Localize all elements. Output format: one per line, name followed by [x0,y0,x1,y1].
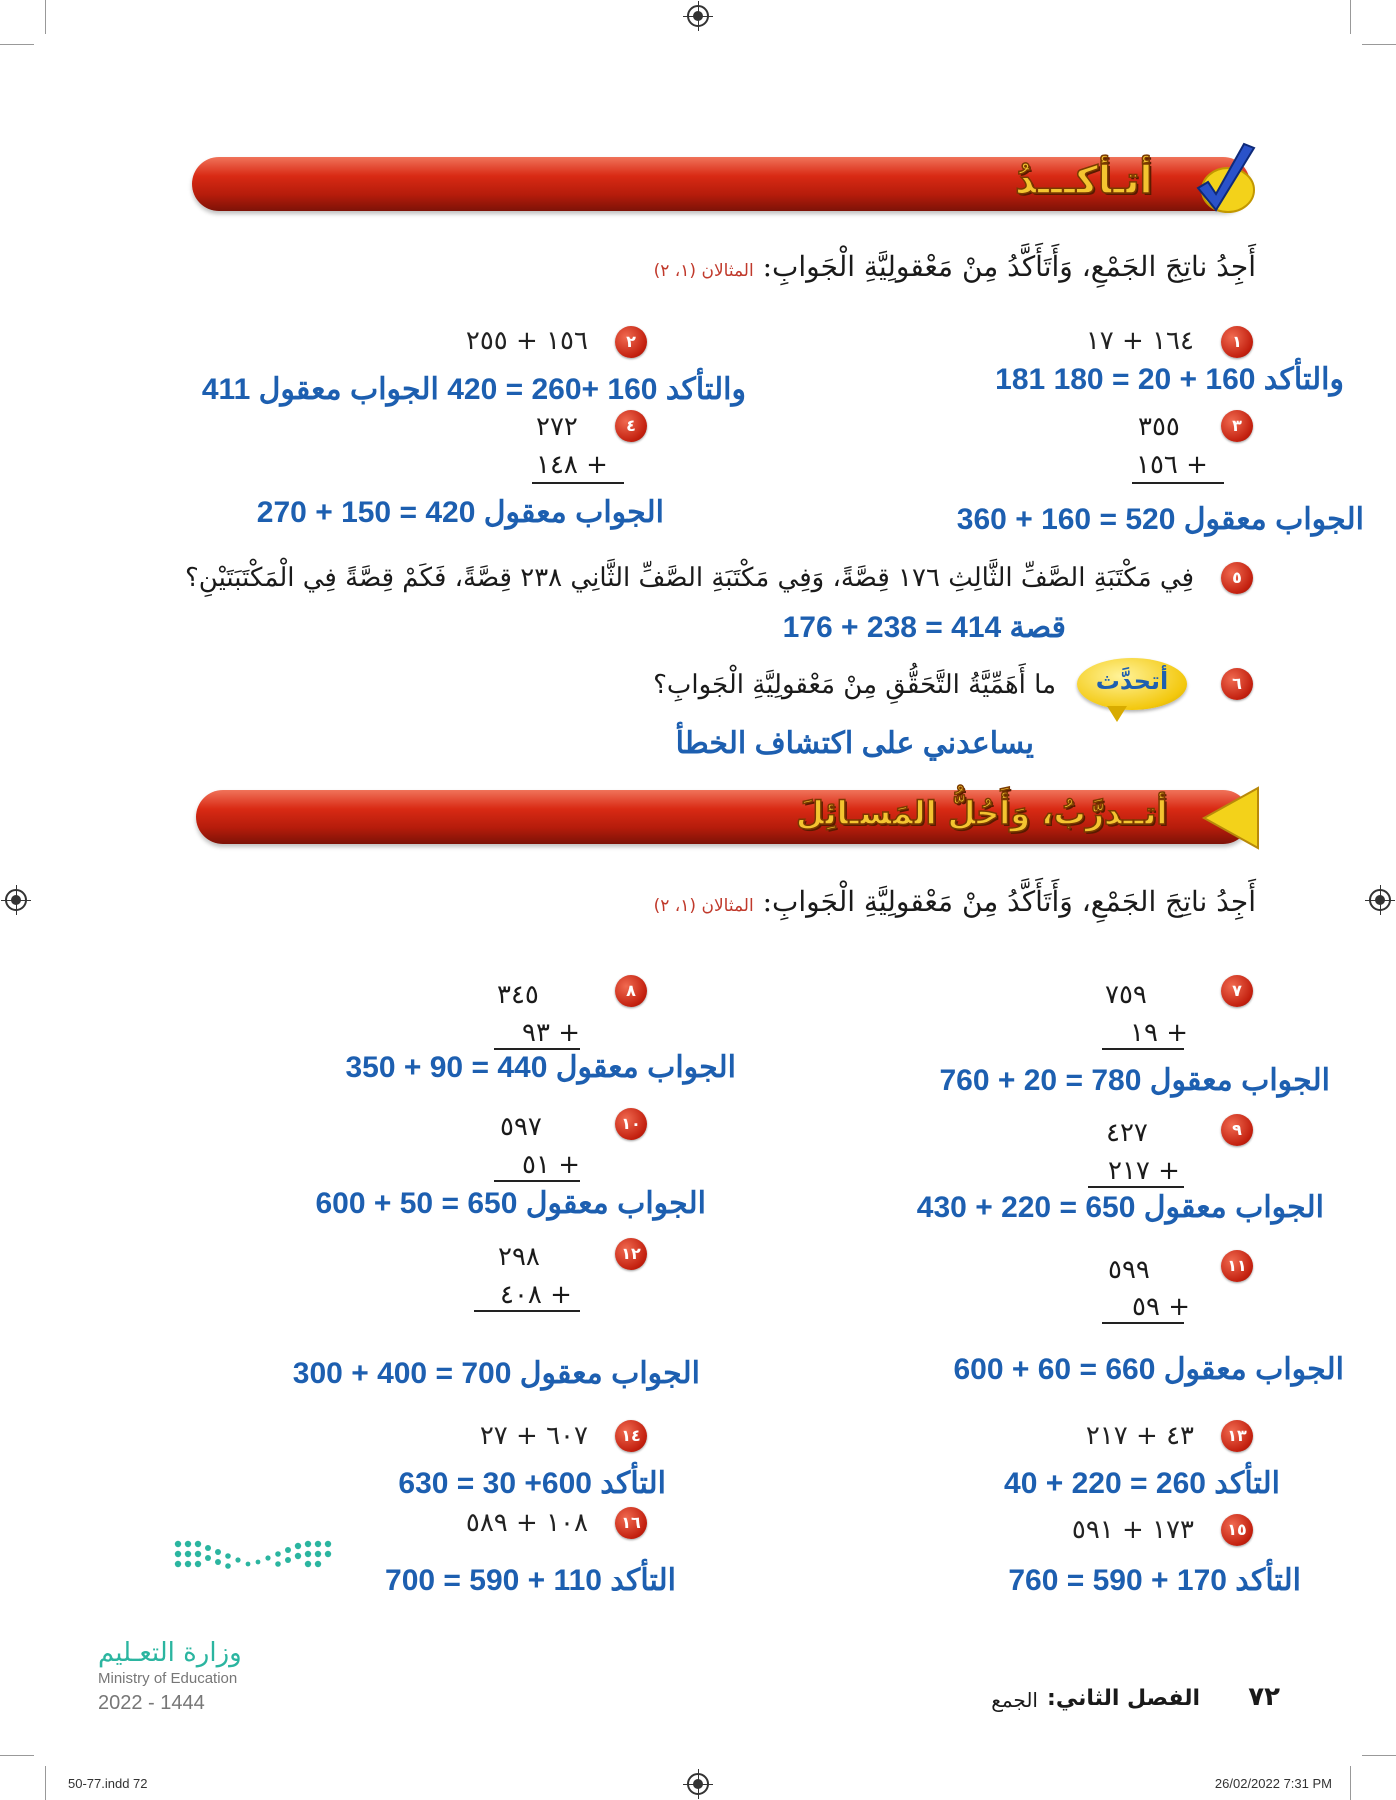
checkmark-icon [1190,140,1260,220]
addend-bottom: + ٩٣ [522,1018,580,1048]
crop-mark [1362,1755,1396,1756]
handwritten-answer: التأكد 260 = 220 + 40 [1004,1467,1280,1500]
crop-mark [1362,44,1396,45]
ministry-logo-icon [172,1534,332,1594]
handwritten-answer: التأكد 170 + 590 = 760 [1008,1564,1301,1597]
problem-number: ١٢ [615,1238,647,1270]
sum-line [1132,482,1224,484]
sum-line [494,1180,580,1182]
sum-line [474,1310,580,1312]
addend-top: ٣٥٥ [1138,412,1180,442]
edition-year: 2022 - 1444 [98,1692,205,1714]
sum-line [1102,1322,1184,1324]
problem-number: ١٠ [615,1108,647,1140]
sum-line [1102,1048,1184,1050]
problem-number: ١٦ [615,1507,647,1539]
instruction: أَجِدُ ناتِجَ الجَمْعِ، وَأَتَأَكَّدُ مِنْ مَعْقولِيَّةِ الْجَوابِ: المثالان (١، ٢) [653,885,1256,918]
crop-mark [1350,0,1351,34]
addend-top: ٣٤٥ [497,980,539,1010]
chapter-title: الفصل الثاني: [1047,1686,1200,1711]
problem-number: ٥ [1221,562,1253,594]
problem-number: ٩ [1221,1114,1253,1146]
crop-mark [0,44,34,45]
speech-bubble-icon: أتحدَّث [1077,658,1187,710]
handwritten-answer: والتأكد 160 +260 = 420 الجواب معقول 411 [201,373,746,406]
handwritten-answer: الجواب معقول 650 = 220 + 430 [916,1191,1324,1224]
section-title: أتــدرَّبُ، وَأَحُلُّ المَسـائِلَ [796,794,1168,832]
problem-expression: ١٠٨ + ٥٨٩ [465,1508,588,1538]
addend-top: ٧٥٩ [1105,980,1147,1010]
handwritten-answer: الجواب معقول 520 = 160 + 360 [956,503,1364,536]
addend-top: ٢٧٢ [536,412,578,442]
triangle-arrow-icon [1200,786,1260,850]
handwritten-answer: الجواب معقول 420 = 150 + 270 [256,496,664,529]
problem-number: ١٤ [615,1420,647,1452]
problem-expression: ١٦٤ + ١٧ [1085,326,1194,356]
registration-mark [1369,889,1391,911]
problem-number: ١١ [1221,1250,1253,1282]
addend-bottom: + ١٩ [1130,1018,1188,1048]
instruction: أَجِدُ ناتِجَ الجَمْعِ، وَأَتَأَكَّدُ مِنْ مَعْقولِيَّةِ الْجَوابِ: المثالان (١، ٢) [653,250,1256,283]
crop-mark [45,0,46,34]
discussion-question: ما أَهَمِّيَّةُ التَّحَقُّقِ مِنْ مَعْقولِيَّةِ الْجَوابِ؟ [653,670,1056,700]
sum-line [532,482,624,484]
problem-expression: ٦٠٧ + ٢٧ [479,1421,588,1451]
handwritten-answer: التأكد 600+ 30 = 630 [398,1467,666,1500]
handwritten-answer: التأكد 110 + 590 = 700 [385,1564,676,1597]
problem-expression: ١٥٦ + ٢٥٥ [465,326,588,356]
handwritten-answer: يساعدني على اكتشاف الخطأ [675,727,1034,760]
registration-mark [687,5,709,27]
handwritten-answer: والتأكد 160 + 20 = 180 181 [995,363,1344,396]
problem-number: ٨ [615,975,647,1007]
addend-bottom: + ٤٠٨ [500,1280,572,1310]
handwritten-answer: الجواب معقول 440 = 90 + 350 [345,1051,736,1084]
addend-bottom: + ٥٩ [1132,1292,1190,1322]
word-problem: فِي مَكْتَبَةِ الصَّفِّ الثَّالِثِ ١٧٦ قِصَّةً، وَفِي مَكْتَبَةِ الصَّفِّ الثَّانِي ٢٣٨ قِصَّةً، فَكَمْ قِصَّةً فِي الْمَكْتَبَتَيْنِ؟ [184,563,1194,593]
addend-bottom: + ١٤٨ [536,450,608,480]
ministry-name-en: Ministry of Education [98,1670,238,1687]
problem-number: ١ [1221,326,1253,358]
problem-number: ٤ [615,410,647,442]
addend-top: ٢٩٨ [498,1242,540,1272]
crop-mark [0,1755,34,1756]
page-number: ٧٢ [1248,1682,1280,1712]
problem-number: ٧ [1221,975,1253,1007]
section-title: أتـأكـــدُ [1015,158,1153,202]
print-timestamp: 26/02/2022 7:31 PM [1214,1776,1332,1791]
handwritten-answer: الجواب معقول 700 = 400 + 300 [292,1357,700,1390]
problem-expression: ٤٣ + ٢١٧ [1085,1421,1194,1451]
problem-number: ٣ [1221,410,1253,442]
addend-top: ٥٩٧ [500,1112,542,1142]
problem-expression: ١٧٣ + ٥٩١ [1071,1515,1194,1545]
handwritten-answer: الجواب معقول 660 = 60 + 600 [953,1353,1344,1386]
problem-number: ١٣ [1221,1420,1253,1452]
registration-mark [687,1773,709,1795]
handwritten-answer: الجواب معقول 780 = 20 + 760 [939,1064,1330,1097]
problem-number: ٢ [615,326,647,358]
ministry-name-ar: وزارة التعـليم [98,1638,242,1668]
handwritten-answer: قصة 414 = 238 + 176 [782,611,1066,644]
chapter-topic: الجمع [991,1688,1038,1712]
problem-number: ١٥ [1221,1514,1253,1546]
problem-number: ٦ [1221,668,1253,700]
addend-bottom: + ١٥٦ [1136,450,1208,480]
example-ref: المثالان (١، ٢) [653,896,754,916]
registration-mark [5,889,27,911]
crop-mark [45,1766,46,1800]
addend-top: ٤٢٧ [1106,1118,1148,1148]
addend-top: ٥٩٩ [1108,1255,1150,1285]
indd-file-label: 50-77.indd 72 [68,1776,148,1791]
handwritten-answer: الجواب معقول 650 = 50 + 600 [315,1187,706,1220]
addend-bottom: + ٥١ [522,1150,580,1180]
crop-mark [1350,1766,1351,1800]
example-ref: المثالان (١، ٢) [653,261,754,281]
sum-line [1088,1186,1184,1188]
addend-bottom: + ٢١٧ [1108,1156,1180,1186]
